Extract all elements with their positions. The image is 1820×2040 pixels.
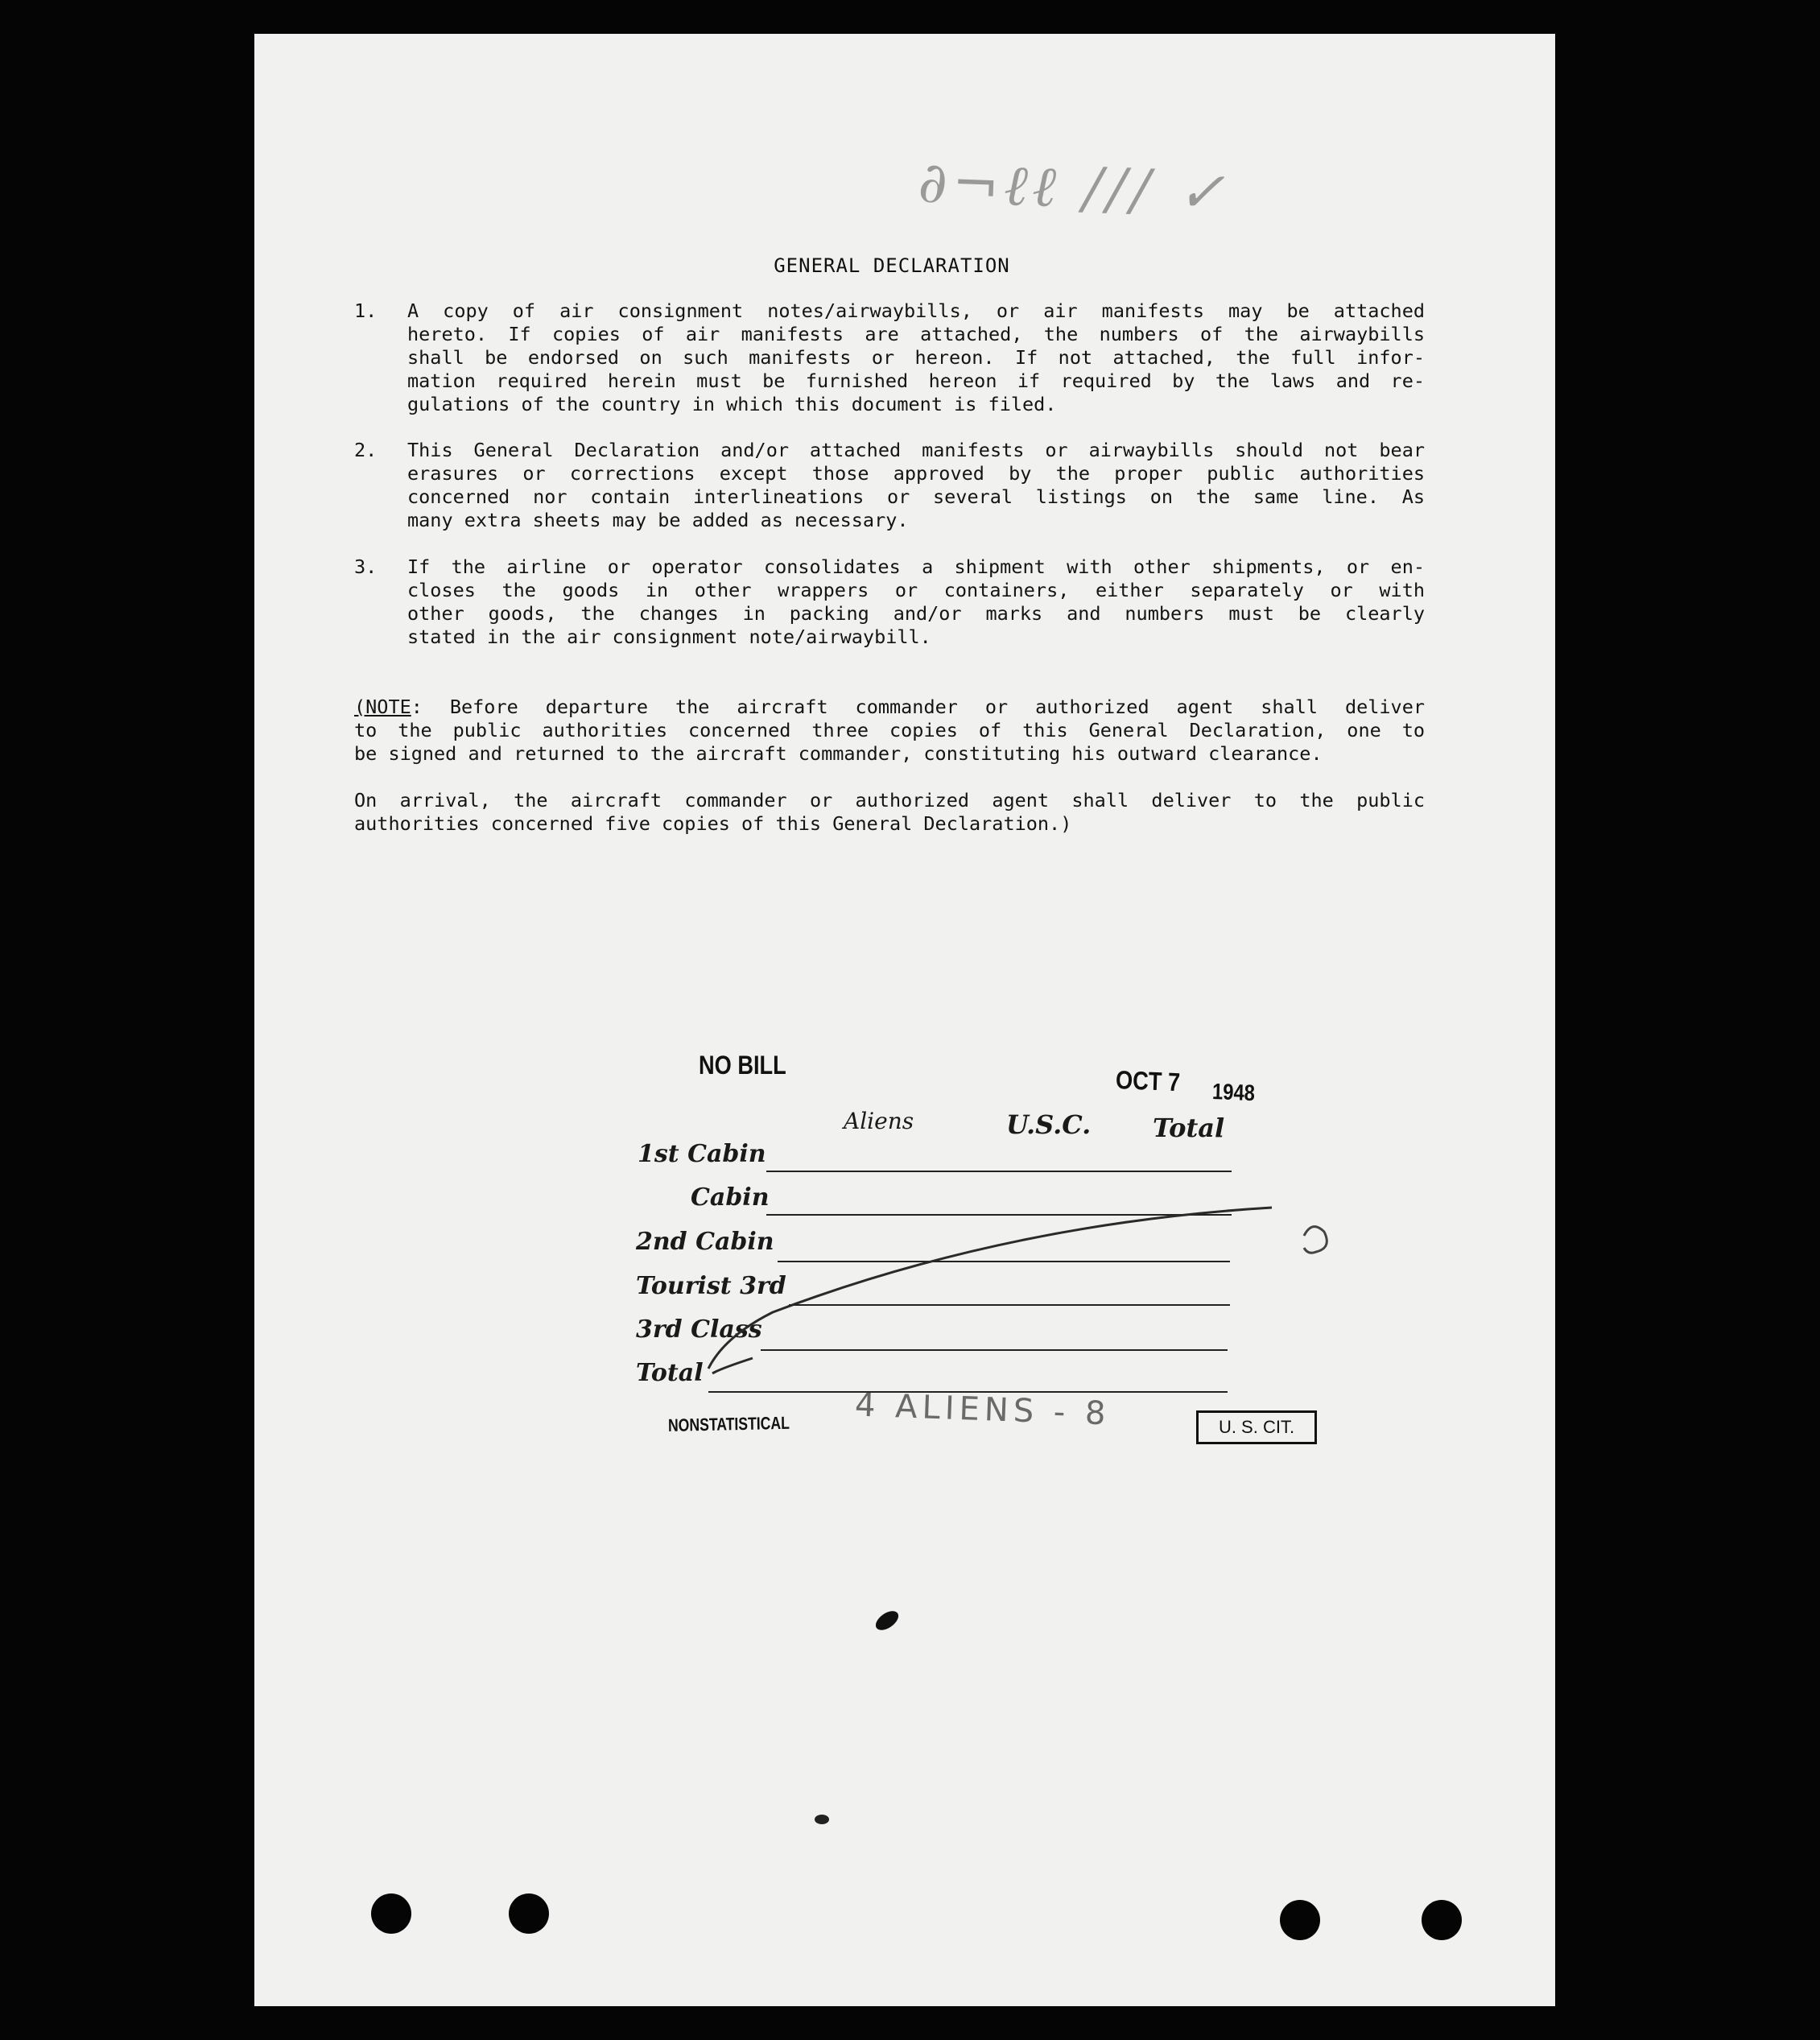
row-label-2nd-cabin: 2nd Cabin [636,1228,774,1256]
row-label-tourist-3rd: Tourist 3rd [636,1272,786,1300]
column-header-usc: U.S.C. [1006,1109,1092,1140]
ink-blot [815,1815,829,1824]
paragraph-item-3 [354,555,1425,649]
nonstatistical-stamp: NONSTATISTICAL [667,1412,790,1435]
note-line: to the public authorities concerned three copies of this General Declaration, one to [354,719,1425,741]
column-header-total: Total [1153,1113,1225,1143]
year-stamp: 1948 [1211,1079,1256,1106]
item-line: stated in the air consignment note/airwaybill. [407,626,931,648]
item-line: mation required herein must be furnished hereon if required by the laws and re- [407,370,1425,392]
item-number: 2. [354,439,378,461]
document-title: GENERAL DECLARATION [774,254,1010,277]
handwritten-aliens-note: 4 ALIENS - 8 [854,1386,1112,1433]
note-label: (NOTE [354,696,411,718]
row-line [761,1349,1228,1351]
row-line [766,1214,1232,1216]
item-line: closes the goods in other wrappers or containers, either separately or with [407,579,1425,601]
punch-hole [1280,1900,1320,1940]
item-line: concerned nor contain interlineations or several listings on the same line. As [407,485,1425,508]
punch-hole [1422,1900,1462,1940]
item-line: other goods, the changes in packing and/or marks and numbers must be clearly [407,602,1425,625]
item-line: shall be endorsed on such manifests or hereon. If not attached, the full infor- [407,346,1425,369]
item-number: 1. [354,299,378,322]
item-line: If the airline or operator consolidates a shipment with other shipments, or en- [407,555,1425,578]
row-label-1st-cabin: 1st Cabin [638,1140,766,1168]
item-line: This General Declaration and/or attached manifests or airwaybills should not bear [407,439,1425,461]
arrival-line: authorities concerned five copies of this General Declaration.) [354,812,1072,835]
item-number: 3. [354,555,378,578]
note-line: be signed and returned to the aircraft commander, constituting his outward clearance. [354,742,1323,765]
paragraph-item-2 [354,439,1425,532]
row-line [766,1171,1232,1172]
row-line [789,1304,1230,1306]
date-stamp: OCT 7 [1115,1065,1181,1097]
item-line: erasures or corrections except those approved by the proper public authorities [407,462,1425,485]
item-line: many extra sheets may be added as necessary. [407,509,909,531]
punch-hole [371,1893,411,1934]
no-bill-stamp: NO BILL [699,1051,786,1080]
punch-hole [509,1893,549,1934]
note-paragraph [354,696,1425,766]
item-line: hereto. If copies of air manifests are attached, the numbers of the airwaybills [407,323,1425,345]
us-cit-stamp: U. S. CIT. [1196,1410,1317,1444]
row-label-total: Total [636,1359,704,1387]
item-line: A copy of air consignment notes/airwaybills, or air manifests may be attached [407,299,1425,322]
note-line-text: : Before departure the aircraft commander or authorized agent shall deliver [411,696,1425,718]
paragraph-item-1 [354,299,1425,416]
arrival-paragraph [354,789,1425,836]
row-label-cabin: Cabin [691,1183,770,1212]
faint-handwriting-mark: ∂¬ℓℓ ∕∕∕ ✓ [917,149,1231,226]
row-label-3rd-class: 3rd Class [636,1315,762,1344]
arrival-line: On arrival, the aircraft commander or authorized agent shall deliver to the public [354,789,1425,811]
note-line [354,696,1425,719]
row-line [778,1261,1230,1262]
column-header-aliens: Aliens [844,1108,914,1134]
item-line: gulations of the country in which this document is filed. [407,393,1057,415]
